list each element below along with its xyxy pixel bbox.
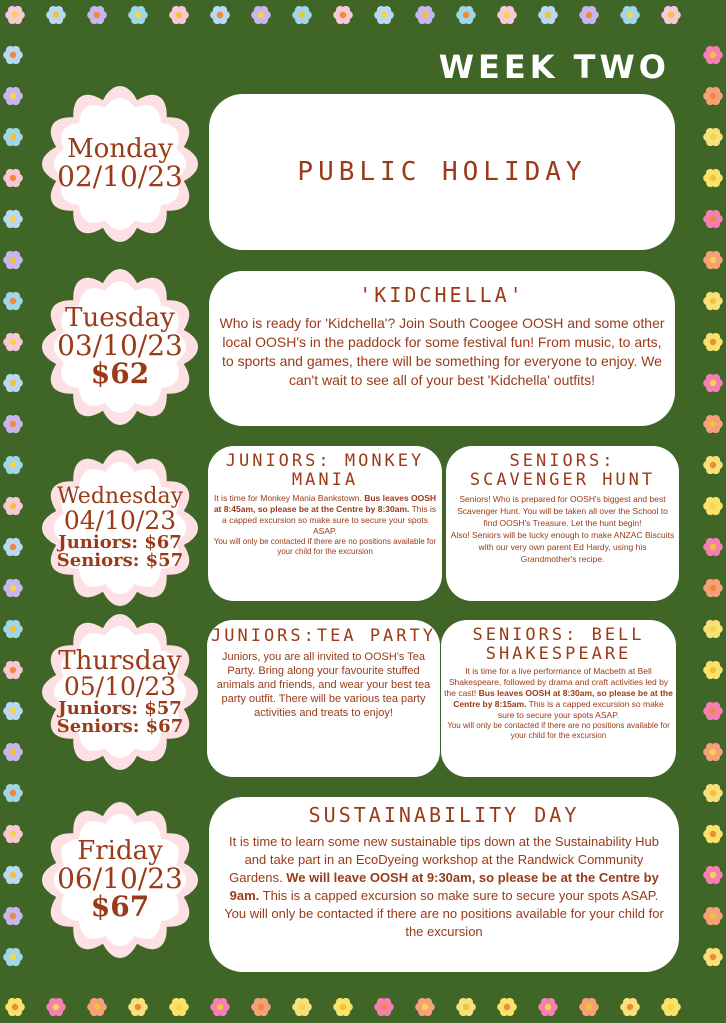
friday-card — [209, 797, 679, 972]
flower-icon — [127, 996, 149, 1018]
flower-icon — [2, 741, 24, 763]
flower-icon — [291, 4, 313, 26]
thursday-badge — [40, 612, 200, 772]
flower-icon — [332, 996, 354, 1018]
flower-icon — [2, 454, 24, 476]
friday-text: It is time to learn some new sustainable tips down at the Sustainability Hub and take part in an EcoDyeing workshop at the Randwick Community Gardens. — [229, 834, 659, 885]
flower-icon — [414, 4, 436, 26]
flower-icon — [702, 413, 724, 435]
flower-icon — [660, 4, 682, 26]
wednesday-seniors-body-1: Seniors! Who is prepared for OOSH's biggest and best Scavenger Hunt. You will be taken all over the School to find OOSH's Treasure. Let the hunt begin! — [457, 494, 668, 528]
flower-icon — [250, 4, 272, 26]
flower-icon — [578, 996, 600, 1018]
wednesday-juniors-title: JUNIORS: MONKEY MANIA — [225, 451, 425, 490]
flower-icon — [702, 536, 724, 558]
thursday-juniors-card — [207, 620, 440, 777]
flower-icon — [578, 4, 600, 26]
flower-icon — [209, 996, 231, 1018]
flower-icon — [2, 249, 24, 271]
friday-day: Friday — [77, 836, 163, 867]
flower-icon — [86, 996, 108, 1018]
flower-icon — [2, 290, 24, 312]
thursday-juniors-price: Juniors: $57 — [58, 697, 182, 719]
flower-icon — [702, 372, 724, 394]
flower-icon — [702, 659, 724, 681]
friday-bus-text: We will leave OOSH at 9:30am, so please be at the Centre by 9am. — [229, 870, 659, 903]
flower-icon — [2, 659, 24, 681]
flower-icon — [291, 996, 313, 1018]
thursday-seniors-capped-text: This is a capped excursion so make sure to secure your spots ASAP. — [497, 699, 664, 720]
tuesday-price: $62 — [90, 357, 150, 391]
flower-icon — [2, 331, 24, 353]
thursday-seniors-price: Seniors: $67 — [56, 716, 184, 737]
flower-icon — [2, 905, 24, 927]
thursday-juniors-body: Juniors, you are all invited to OOSH's Tea Party. Bring along your favourite stuffed animals and friends, and wear your best tea party outfit. There will be various tea party activities and treats to enjoy! — [216, 651, 431, 719]
thursday-day: Thursday — [58, 645, 182, 676]
flower-icon — [2, 700, 24, 722]
flower-icon — [168, 996, 190, 1018]
flower-icon — [660, 996, 682, 1018]
flower-icon — [2, 536, 24, 558]
flower-icon — [702, 618, 724, 640]
wednesday-date: 04/10/23 — [63, 506, 177, 536]
friday-price: $67 — [90, 890, 150, 924]
wednesday-seniors-body-2: Also! Seniors will be lucky enough to make ANZAC Biscuits with our very own parent Ed Hardy, using his Grandmother's recipe. — [450, 530, 675, 564]
wednesday-badge — [40, 448, 200, 608]
flower-icon — [4, 996, 26, 1018]
flower-icon — [2, 372, 24, 394]
flower-icon — [2, 44, 24, 66]
flower-icon — [702, 126, 724, 148]
wednesday-seniors-card — [446, 446, 679, 601]
flower-icon — [414, 996, 436, 1018]
friday-badge — [40, 800, 200, 960]
flower-icon — [2, 413, 24, 435]
flower-icon — [250, 996, 272, 1018]
flower-icon — [45, 4, 67, 26]
wednesday-day: Wednesday — [56, 483, 184, 509]
monday-day: Monday — [67, 134, 173, 165]
flower-icon — [455, 4, 477, 26]
flower-icon — [2, 577, 24, 599]
thursday-seniors-card — [441, 620, 676, 777]
flower-icon — [4, 4, 26, 26]
flower-icon — [537, 4, 559, 26]
wednesday-juniors-note: You will only be contacted if there are no positions available for your child for the excursion — [213, 537, 437, 556]
flower-icon — [209, 4, 231, 26]
flower-icon — [373, 4, 395, 26]
flower-icon — [702, 577, 724, 599]
flower-icon — [702, 44, 724, 66]
tuesday-card — [209, 271, 675, 426]
tuesday-badge — [40, 267, 200, 427]
flower-icon — [702, 290, 724, 312]
flower-icon — [702, 823, 724, 845]
flower-icon — [702, 905, 724, 927]
flower-icon — [702, 782, 724, 804]
thursday-seniors-note: You will only be contacted if there are no positions available for your child for the excursion — [447, 721, 670, 740]
thursday-seniors-title: SENIORS: BELL SHAKESPEARE — [472, 625, 645, 664]
flower-icon — [2, 823, 24, 845]
flower-icon — [702, 249, 724, 271]
flower-icon — [2, 85, 24, 107]
flower-icon — [86, 4, 108, 26]
monday-badge — [40, 84, 200, 244]
flower-icon — [702, 331, 724, 353]
flower-icon — [619, 996, 641, 1018]
tuesday-date: 03/10/23 — [57, 328, 183, 362]
friday-capped-text: This is a capped excursion so make sure to secure your spots ASAP. — [259, 888, 659, 903]
monday-date: 02/10/23 — [57, 159, 183, 193]
friday-date: 06/10/23 — [57, 861, 183, 895]
flower-icon — [373, 996, 395, 1018]
flower-icon — [702, 741, 724, 763]
flower-icon — [537, 996, 559, 1018]
thursday-date: 05/10/23 — [63, 672, 177, 702]
flower-icon — [168, 4, 190, 26]
thursday-seniors-text: It is time for a live performance of Macbeth at Bell Shakespeare, followed by drama and craft activities led by the cast! — [444, 666, 669, 698]
wednesday-juniors-card — [208, 446, 442, 601]
wednesday-juniors-capped-text: This is a capped excursion so make sure to secure your spots ASAP. — [222, 504, 437, 536]
flower-icon — [702, 864, 724, 886]
flower-icon — [2, 126, 24, 148]
flower-icon — [702, 454, 724, 476]
friday-title: SUSTAINABILITY DAY — [308, 803, 580, 827]
flower-icon — [2, 495, 24, 517]
week-title: WEEK TWO — [438, 48, 670, 86]
flower-icon — [45, 996, 67, 1018]
monday-title: PUBLIC HOLIDAY — [297, 157, 587, 187]
tuesday-title: 'KIDCHELLA' — [359, 283, 525, 307]
flower-icon — [496, 4, 518, 26]
wednesday-juniors-text: It is time for Monkey Mania Bankstown. — [213, 493, 365, 503]
flower-icon — [2, 208, 24, 230]
flower-icon — [127, 4, 149, 26]
thursday-juniors-title: JUNIORS:TEA PARTY — [211, 626, 436, 646]
wednesday-juniors-price: Juniors: $67 — [58, 531, 182, 553]
flower-icon — [332, 4, 354, 26]
flower-icon — [2, 618, 24, 640]
flower-icon — [455, 996, 477, 1018]
tuesday-body: Who is ready for 'Kidchella'? Join South Coogee OOSH and some other local OOSH's in the paddock for some festival fun! From music, to arts, to sports and games, there will be something for everyone to enjoy. We can't wait to see all of your best 'Kidchella' outfits! — [219, 315, 665, 388]
flower-icon — [619, 4, 641, 26]
flower-icon — [702, 167, 724, 189]
tuesday-day: Tuesday — [65, 303, 175, 334]
flower-icon — [702, 495, 724, 517]
thursday-seniors-bus-text: Bus leaves OOSH at 8:30am, so please be at the Centre by 8:15am. — [453, 688, 673, 709]
wednesday-seniors-price: Seniors: $57 — [56, 549, 184, 571]
flower-icon — [496, 996, 518, 1018]
wednesday-seniors-title: SENIORS: SCAVENGER HUNT — [469, 451, 656, 490]
flower-icon — [702, 946, 724, 968]
flower-icon — [702, 85, 724, 107]
monday-card — [209, 94, 675, 250]
wednesday-juniors-bus-text: Bus leaves OOSH at 8:45am, so please be at the Centre by 8:30am. — [213, 493, 437, 514]
flower-icon — [702, 700, 724, 722]
flower-icon — [702, 208, 724, 230]
flower-icon — [2, 167, 24, 189]
flower-icon — [2, 864, 24, 886]
flower-icon — [2, 782, 24, 804]
friday-note: You will only be contacted if there are no positions available for your child for the excursion — [224, 906, 664, 939]
flower-icon — [2, 946, 24, 968]
